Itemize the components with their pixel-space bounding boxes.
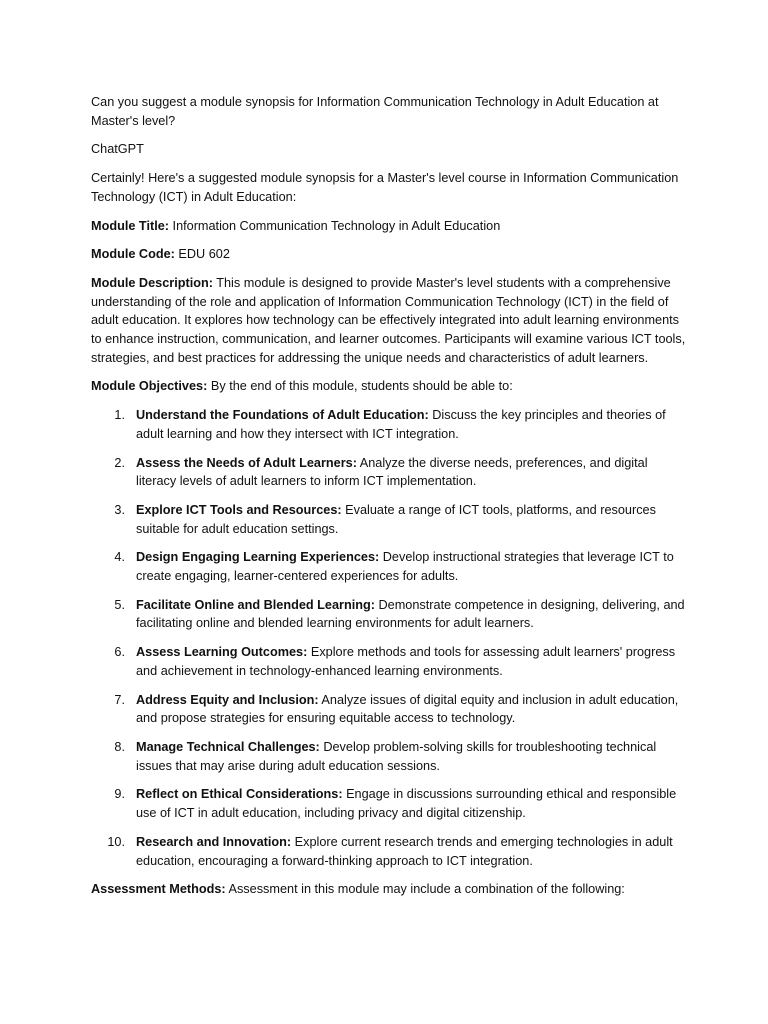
module-description-label: Module Description: <box>91 275 213 290</box>
objective-number: 6. <box>114 645 125 660</box>
question-text: Can you suggest a module synopsis for Information Communication Technology in Adult Education at Master's level? <box>91 95 659 128</box>
objective-text: Explore methods and tools for assessing adult learners' progress and achievement in technology-enhanced learning environments. <box>136 645 676 678</box>
assessment-methods-line <box>91 880 691 899</box>
objective-title: Assess the Needs of Adult Learners: <box>136 455 357 470</box>
objective-item <box>91 738 691 775</box>
intro-text: Certainly! Here's a suggested module synopsis for a Master's level course in Information Communication Technology (ICT) in Adult Education: <box>91 171 679 204</box>
module-title-line <box>91 217 691 236</box>
objective-text: Demonstrate competence in designing, delivering, and facilitating online and blended learning environments for adult learners. <box>136 597 685 631</box>
objective-item <box>91 548 691 585</box>
objective-number: 7. <box>114 692 125 707</box>
objective-text: Analyze issues of digital equity and inclusion in adult education, and propose strategies for ensuring equitable access to technology. <box>136 692 679 726</box>
objective-title: Reflect on Ethical Considerations: <box>136 787 343 802</box>
objective-number: 10. <box>107 834 125 849</box>
speaker-label: ChatGPT <box>91 142 144 157</box>
objective-title: Facilitate Online and Blended Learning: <box>136 597 375 612</box>
objective-text: Engage in discussions surrounding ethical and responsible use of ICT in adult education, including privacy and digital citizenship. <box>136 787 677 821</box>
objective-number: 2. <box>114 455 125 470</box>
module-title-label: Module Title: <box>91 218 170 233</box>
assessment-methods-label: Assessment Methods: <box>91 882 226 897</box>
objective-item <box>91 501 691 538</box>
module-title-value: Information Communication Technology in Adult Education <box>172 218 501 233</box>
objective-item <box>91 833 691 870</box>
objective-number: 4. <box>114 550 125 565</box>
module-code-label: Module Code: <box>91 247 175 262</box>
module-objectives-line <box>91 377 691 396</box>
objective-item <box>91 691 691 728</box>
objective-title: Address Equity and Inclusion: <box>136 692 319 707</box>
module-code-value: EDU 602 <box>178 247 230 262</box>
objective-item <box>91 785 691 822</box>
objective-text: Evaluate a range of ICT tools, platforms, and resources suitable for adult education settings. <box>136 502 656 536</box>
objective-title: Manage Technical Challenges: <box>136 739 320 754</box>
objective-item <box>91 406 691 443</box>
objective-title: Research and Innovation: <box>136 834 292 849</box>
objective-title: Design Engaging Learning Experiences: <box>136 550 380 565</box>
module-objectives-value: By the end of this module, students should be able to: <box>210 379 513 394</box>
module-code-line <box>91 245 691 264</box>
objective-title: Explore ICT Tools and Resources: <box>136 502 342 517</box>
objective-item <box>91 643 691 680</box>
objective-title: Assess Learning Outcomes: <box>136 645 308 660</box>
document-content <box>91 93 691 909</box>
module-objectives-label: Module Objectives: <box>91 379 208 394</box>
objective-text: Analyze the diverse needs, preferences, and digital literacy levels of adult learners to inform ICT implementation. <box>136 455 648 489</box>
objective-item <box>91 454 691 491</box>
objective-number: 8. <box>114 739 125 754</box>
objectives-list <box>91 406 691 870</box>
objective-text: Develop problem-solving skills for troubleshooting technical issues that may arise during adult education sessions. <box>136 739 657 773</box>
assessment-methods-value: Assessment in this module may include a combination of the following: <box>228 882 625 897</box>
module-description-paragraph <box>91 274 691 368</box>
objective-number: 1. <box>114 408 125 423</box>
objective-title: Understand the Foundations of Adult Education: <box>136 408 429 423</box>
objective-number: 5. <box>114 597 125 612</box>
objective-number: 9. <box>114 787 125 802</box>
objective-text: Explore current research trends and emerging technologies in adult education, encouraging a forward-thinking approach to ICT integration. <box>136 834 673 868</box>
objective-number: 3. <box>114 502 125 517</box>
objective-text: Discuss the key principles and theories of adult learning and how they intersect with ICT integration. <box>136 408 666 441</box>
objective-item <box>91 596 691 633</box>
module-description-value: This module is designed to provide Master's level students with a comprehensive understanding of the role and application of Information Communication Technology (ICT) in the field of adult education. It explores how technology can be effectively integrated into adult learning environments to enhance instruction, communication, and learner outcomes. Participants will examine various ICT tools, strategies, and best practices for addressing the unique needs and characteristics of adult learners. <box>91 275 686 365</box>
objective-text: Develop instructional strategies that leverage ICT to create engaging, learner-centered experiences for adults. <box>136 550 674 584</box>
